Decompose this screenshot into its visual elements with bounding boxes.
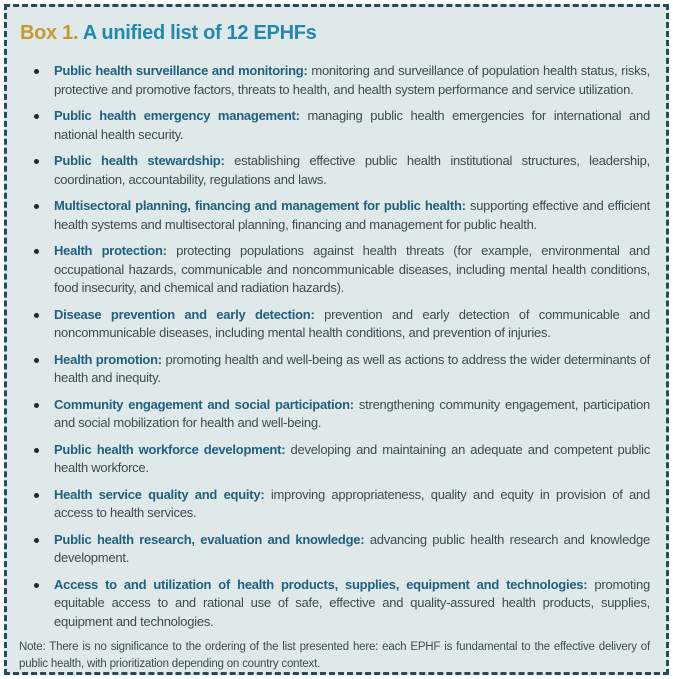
list-item-text	[54, 486, 650, 523]
ephf-term: Public health emergency management:	[54, 108, 300, 123]
list-item	[19, 197, 650, 234]
list-item	[19, 396, 650, 433]
ephf-desc: promoting health and well-being as well as actions to address the wider determinants of health and inequity.	[54, 351, 650, 385]
bullet-icon	[34, 583, 39, 588]
ephf-term: Public health research, evaluation and knowledge:	[54, 531, 365, 547]
box-title-text: A unified list of 12 EPHFs	[82, 22, 317, 44]
ephf-term: Disease prevention and early detection:	[54, 306, 315, 322]
bullet-icon	[34, 493, 39, 498]
list-item-text	[54, 306, 650, 343]
bullet-icon	[34, 538, 39, 543]
list-item-text	[54, 351, 650, 388]
list-item	[19, 306, 650, 343]
box-label: Box 1.	[20, 22, 79, 44]
bullet-icon	[34, 448, 39, 453]
box-1-container	[4, 4, 669, 675]
ephf-term: Health service quality and equity:	[54, 486, 265, 502]
ephf-desc: advancing public health research and knowledge development.	[54, 531, 650, 565]
bullet-icon	[34, 114, 39, 119]
ephf-term: Health protection:	[54, 243, 167, 258]
ephf-term: Access to and utilization of health products, supplies, equipment and technologies:	[54, 576, 588, 592]
list-item	[19, 576, 650, 632]
ephf-desc: monitoring and surveillance of population health status, risks, protective and promotive factors, threats to health, and health system performance and service utilization.	[54, 63, 650, 97]
bullet-icon	[34, 204, 39, 209]
list-item-text	[54, 107, 650, 144]
bullet-icon	[34, 249, 39, 254]
list-item-text	[54, 441, 650, 478]
ephf-term: Public health surveillance and monitoring:	[54, 63, 308, 78]
list-item	[19, 62, 650, 99]
list-item-text	[54, 62, 650, 99]
bullet-icon	[34, 403, 39, 408]
list-item-text	[54, 396, 650, 433]
list-item	[19, 531, 650, 568]
bullet-icon	[34, 159, 39, 164]
box-note: Note: There is no significance to the ordering of the list presented here: each EPHF is fundamental to the effective delivery of public health, with prioritization depending on country context.	[19, 641, 650, 670]
ephf-term: Public health workforce development:	[54, 441, 286, 457]
list-item	[19, 242, 650, 298]
list-item-text	[54, 152, 650, 189]
ephf-desc: developing and maintaining an adequate and competent public health workforce.	[54, 441, 650, 475]
bullet-icon	[34, 69, 39, 74]
box-title	[20, 22, 650, 45]
ephf-desc: promoting equitable access to and rational use of safe, effective and quality-assured health products, supplies, equipment and technologies.	[54, 576, 650, 629]
list-item	[19, 351, 650, 388]
ephf-term: Community engagement and social participation:	[54, 396, 354, 412]
ephf-desc: strengthening community engagement, participation and social mobilization for health and well-being.	[54, 396, 650, 430]
ephf-desc: supporting effective and efficient health systems and multisectoral planning, financing and management for public health.	[54, 198, 650, 232]
ephf-term: Public health stewardship:	[54, 153, 225, 168]
bullet-icon	[34, 313, 39, 318]
ephf-desc: improving appropriateness, quality and equity in provision of and access to health services.	[54, 486, 650, 520]
ephf-desc: managing public health emergencies for international and national health security.	[54, 108, 650, 142]
ephf-desc: protecting populations against health threats (for example, environmental and occupational hazards, communicable and noncommunicable diseases, including mental health conditions, food insecurity, and chemical and radiation hazards).	[54, 243, 650, 295]
list-item	[19, 152, 650, 189]
ephf-term: Health promotion:	[54, 351, 162, 367]
ephf-desc: prevention and early detection of communicable and noncommunicable diseases, including mental health conditions, and prevention of injuries.	[54, 306, 651, 340]
list-item	[19, 486, 650, 523]
ephf-term: Multisectoral planning, financing and management for public health:	[54, 198, 466, 213]
ephf-desc: establishing effective public health institutional structures, leadership, coordination, accountability, regulations and laws.	[54, 153, 650, 187]
list-item	[19, 107, 650, 144]
ephf-list	[19, 62, 650, 631]
list-item	[19, 441, 650, 478]
bullet-icon	[34, 358, 39, 363]
list-item-text	[54, 531, 650, 568]
list-item-text	[54, 576, 650, 632]
list-item-text	[54, 197, 650, 234]
list-item-text	[54, 242, 650, 298]
